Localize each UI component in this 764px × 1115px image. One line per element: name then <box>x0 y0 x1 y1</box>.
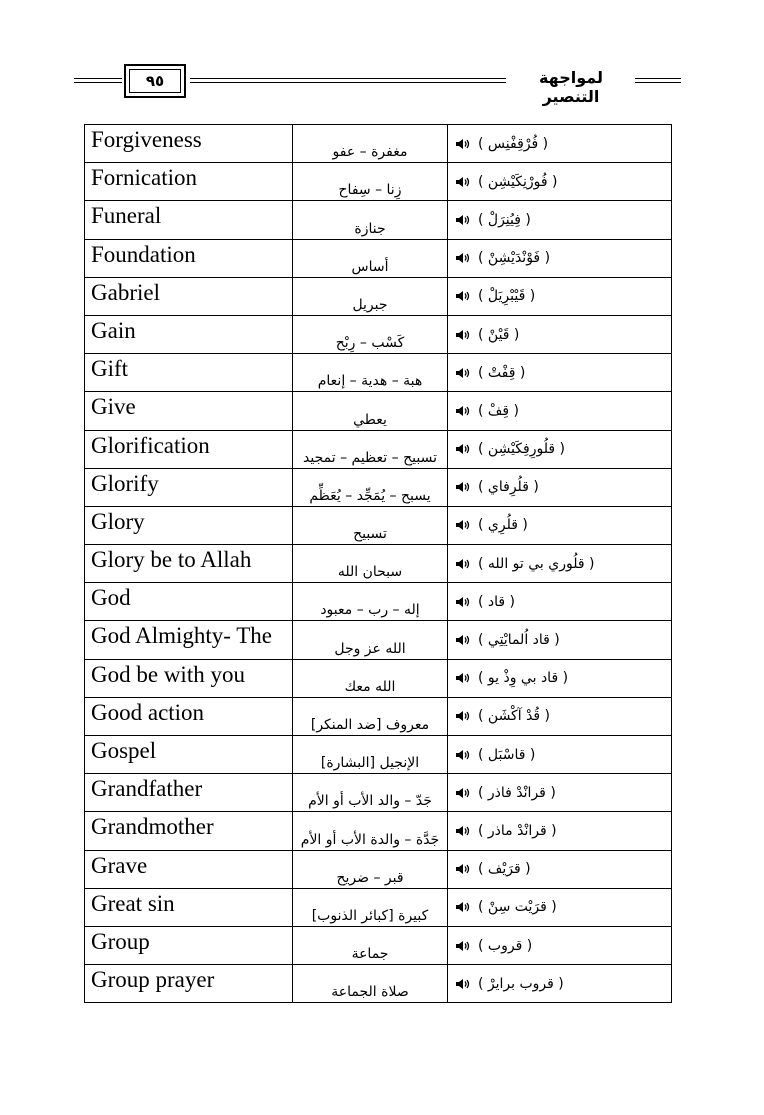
table-row <box>85 926 672 964</box>
english-term: Grandmother <box>85 812 293 850</box>
pronunciation-cell <box>448 315 672 353</box>
table-row <box>85 774 672 812</box>
english-term: Forgiveness <box>85 125 293 163</box>
table-row <box>85 812 672 850</box>
arabic-meaning: قبر – ضريح <box>293 850 448 888</box>
pronunciation-cell <box>448 850 672 888</box>
arabic-meaning: تسبيح <box>293 506 448 544</box>
pronunciation-text: ( قلُورِفِكَيْشِن ) <box>478 441 565 458</box>
arabic-meaning: جَدّ – والد الأب أو الأم <box>293 774 448 812</box>
speaker-icon <box>454 557 472 571</box>
pronunciation-cell <box>448 506 672 544</box>
arabic-meaning: جنازة <box>293 201 448 239</box>
table-row <box>85 430 672 468</box>
speaker-icon <box>454 480 472 494</box>
english-term: Glorify <box>85 468 293 506</box>
english-term: Good action <box>85 697 293 735</box>
english-term: Gospel <box>85 736 293 774</box>
speaker-icon <box>454 289 472 303</box>
english-term: Glory <box>85 506 293 544</box>
arabic-meaning: كبيرة [كبائر الذنوب] <box>293 888 448 926</box>
speaker-icon <box>454 442 472 456</box>
speaker-icon <box>454 939 472 953</box>
table-row <box>85 354 672 392</box>
arabic-meaning: معروف [ضد المنكر] <box>293 697 448 735</box>
table-row <box>85 315 672 353</box>
speaker-icon <box>454 824 472 838</box>
table-row <box>85 277 672 315</box>
pronunciation-text: ( قروب ) <box>478 937 533 954</box>
pronunciation-text: ( قلُرِفاي ) <box>478 479 539 496</box>
pronunciation-cell <box>448 201 672 239</box>
english-term: Give <box>85 392 293 430</box>
pronunciation-cell <box>448 774 672 812</box>
pronunciation-cell <box>448 239 672 277</box>
english-term: Grandfather <box>85 774 293 812</box>
table-row <box>85 697 672 735</box>
pronunciation-text: ( قرَيْت سِنْ ) <box>478 899 557 916</box>
english-term: God Almighty- The <box>85 621 293 659</box>
pronunciation-cell <box>448 163 672 201</box>
speaker-icon <box>454 786 472 800</box>
table-row <box>85 163 672 201</box>
speaker-icon <box>454 900 472 914</box>
arabic-meaning: الإنجيل [البشارة] <box>293 736 448 774</box>
pronunciation-cell <box>448 545 672 583</box>
table-row <box>85 468 672 506</box>
pronunciation-text: ( قرانْدْ ماذر ) <box>478 822 557 839</box>
pronunciation-text: ( قلُرِي ) <box>478 517 528 534</box>
pronunciation-text: ( قِفْ ) <box>478 402 520 419</box>
english-term: Group <box>85 926 293 964</box>
pronunciation-text: ( قرَيْف ) <box>478 861 531 878</box>
page-header <box>0 64 764 104</box>
english-term: Glory be to Allah <box>85 545 293 583</box>
pronunciation-cell <box>448 736 672 774</box>
pronunciation-text: ( قُدْ آكْشَن ) <box>478 708 551 725</box>
english-term: Fornication <box>85 163 293 201</box>
speaker-icon <box>454 595 472 609</box>
pronunciation-cell <box>448 354 672 392</box>
english-term: God be with you <box>85 659 293 697</box>
arabic-meaning: زِنا – سِفاح <box>293 163 448 201</box>
speaker-icon <box>454 977 472 991</box>
speaker-icon <box>454 748 472 762</box>
table-row <box>85 239 672 277</box>
speaker-icon <box>454 328 472 342</box>
pronunciation-cell <box>448 621 672 659</box>
pronunciation-cell <box>448 926 672 964</box>
table-row <box>85 583 672 621</box>
pronunciation-cell <box>448 583 672 621</box>
table-row <box>85 736 672 774</box>
speaker-icon <box>454 251 472 265</box>
pronunciation-cell <box>448 430 672 468</box>
arabic-meaning: الله معك <box>293 659 448 697</box>
table-row <box>85 659 672 697</box>
speaker-icon <box>454 862 472 876</box>
header-rule-left <box>74 78 122 83</box>
arabic-meaning: إله – رب – معبود <box>293 583 448 621</box>
table-row <box>85 965 672 1003</box>
speaker-icon <box>454 175 472 189</box>
pronunciation-cell <box>448 965 672 1003</box>
english-term: Great sin <box>85 888 293 926</box>
pronunciation-cell <box>448 468 672 506</box>
pronunciation-text: ( قاد ) <box>478 593 516 610</box>
arabic-meaning: الله عز وجل <box>293 621 448 659</box>
pronunciation-text: ( قروب برايرْ ) <box>478 975 564 992</box>
english-term: Gabriel <box>85 277 293 315</box>
english-term: Grave <box>85 850 293 888</box>
table-row <box>85 545 672 583</box>
arabic-meaning: يعطي <box>293 392 448 430</box>
speaker-icon <box>454 518 472 532</box>
pronunciation-cell <box>448 812 672 850</box>
pronunciation-text: ( فُورْنِكَيْشِن ) <box>478 173 558 190</box>
table-row <box>85 888 672 926</box>
pronunciation-text: ( فُرْقِفْنِس ) <box>478 135 549 152</box>
arabic-meaning: سبحان الله <box>293 545 448 583</box>
header-rule-middle <box>190 78 506 83</box>
pronunciation-cell <box>448 125 672 163</box>
english-term: Foundation <box>85 239 293 277</box>
english-term: Funeral <box>85 201 293 239</box>
pronunciation-text: ( قِفْتْ ) <box>478 364 526 381</box>
pronunciation-cell <box>448 277 672 315</box>
table-row <box>85 506 672 544</box>
pronunciation-text: ( فِيُنِرَلْ ) <box>478 211 531 228</box>
arabic-meaning: كَسْب – رِبْح <box>293 315 448 353</box>
speaker-icon <box>454 671 472 685</box>
speaker-icon <box>454 404 472 418</box>
table-row <box>85 621 672 659</box>
pronunciation-text: ( قلُوري بي تو الله ) <box>478 555 595 572</box>
pronunciation-text: ( قَيْبْرِيَلْ ) <box>478 288 536 305</box>
speaker-icon <box>454 709 472 723</box>
english-term: Gain <box>85 315 293 353</box>
english-term: God <box>85 583 293 621</box>
pronunciation-text: ( قاد اُلمايْتِي ) <box>478 632 560 649</box>
page-number-box <box>124 64 186 98</box>
english-term: Group prayer <box>85 965 293 1003</box>
arabic-meaning: هبة – هدية – إنعام <box>293 354 448 392</box>
table-row <box>85 201 672 239</box>
arabic-meaning: صلاة الجماعة <box>293 965 448 1003</box>
arabic-meaning: مغفرة – عفو <box>293 125 448 163</box>
arabic-meaning: يسبح – يُمَجِّد – يُعَظِّم <box>293 468 448 506</box>
arabic-meaning: جبريل <box>293 277 448 315</box>
pronunciation-text: ( قَيْنْ ) <box>478 326 520 343</box>
page-number: ٩٥ <box>129 69 181 93</box>
book-title: لمواجهة التنصير <box>538 68 604 106</box>
pronunciation-cell <box>448 888 672 926</box>
speaker-icon <box>454 213 472 227</box>
table-row <box>85 392 672 430</box>
arabic-meaning: تسبيح – تعظيم – تمجيد <box>293 430 448 468</box>
arabic-meaning: جماعة <box>293 926 448 964</box>
speaker-icon <box>454 137 472 151</box>
pronunciation-text: ( قرانْدْ فاذر ) <box>478 784 556 801</box>
table-row <box>85 850 672 888</box>
table-row <box>85 125 672 163</box>
english-term: Gift <box>85 354 293 392</box>
speaker-icon <box>454 366 472 380</box>
pronunciation-text: ( قاسْبَل ) <box>478 746 536 763</box>
pronunciation-cell <box>448 392 672 430</box>
header-rule-right <box>635 78 681 83</box>
pronunciation-text: ( قاد بي وِذْ يو ) <box>478 670 569 687</box>
pronunciation-text: ( فَوْنْدَيْشِنْ ) <box>478 250 551 267</box>
arabic-meaning: أساس <box>293 239 448 277</box>
vocabulary-table <box>84 124 672 1003</box>
arabic-meaning: جَدَّة – والدة الأب أو الأم <box>293 812 448 850</box>
speaker-icon <box>454 633 472 647</box>
pronunciation-cell <box>448 697 672 735</box>
english-term: Glorification <box>85 430 293 468</box>
pronunciation-cell <box>448 659 672 697</box>
